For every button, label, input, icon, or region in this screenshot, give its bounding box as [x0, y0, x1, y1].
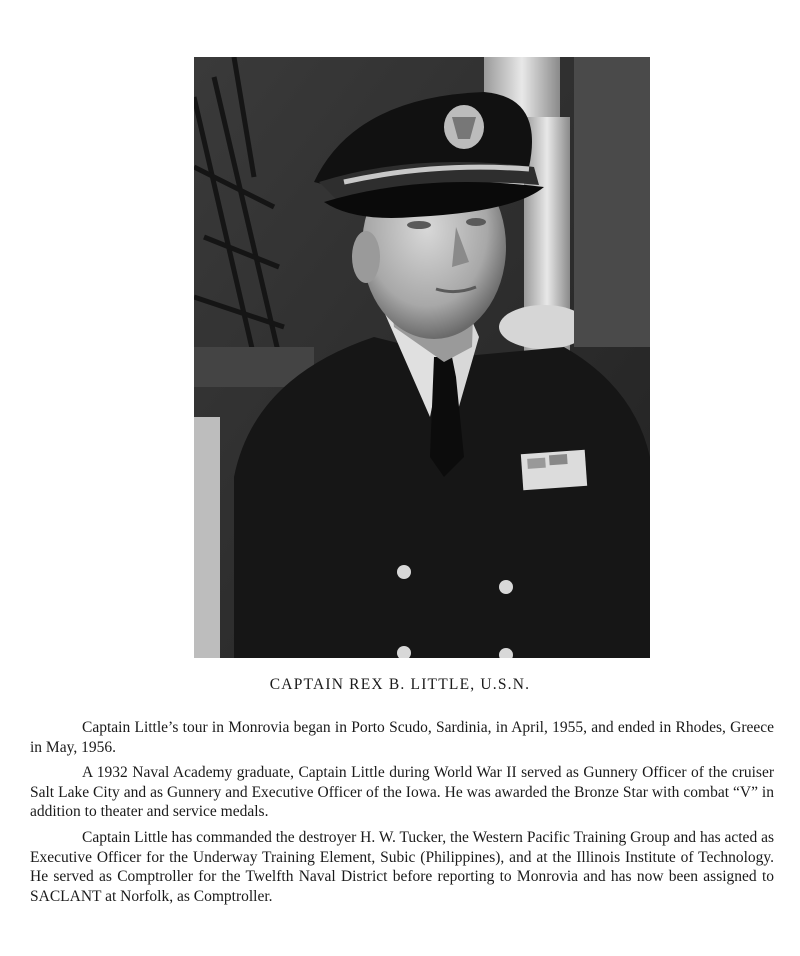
photo-caption: CAPTAIN REX B. LITTLE, U.S.N. [269, 676, 531, 693]
ship-structure [194, 417, 220, 658]
bio-paragraph: A 1932 Naval Academy graduate, Captain Little during World War II served as Gunnery Officer of the cruiser Salt Lake City and as Gunnery and Executive Officer of the Iowa. He was awarded the Bronze Star with combat “V” in addition to theater and service medals. [30, 764, 774, 821]
portrait-photo [194, 57, 650, 658]
bio-paragraph: Captain Little has commanded the destroyer H. W. Tucker, the Western Pacific Training Group and has acted as Executive Officer for the Underway Training Element, Subic (Philippines), and at the Illinois Institute of Technology. He served as Comptroller for the Twelfth Naval District before reporting to Monrovia and has now been assigned to SACLANT at Norfolk, as Comptroller. [30, 828, 774, 905]
biography-text [30, 718, 774, 912]
cap-badge-icon [444, 105, 484, 149]
portrait-illustration [194, 57, 650, 658]
bio-paragraph: Captain Little’s tour in Monrovia began in Porto Scudo, Sardinia, in April, 1955, and ended in Rhodes, Greece in May, 1956. [30, 719, 774, 756]
